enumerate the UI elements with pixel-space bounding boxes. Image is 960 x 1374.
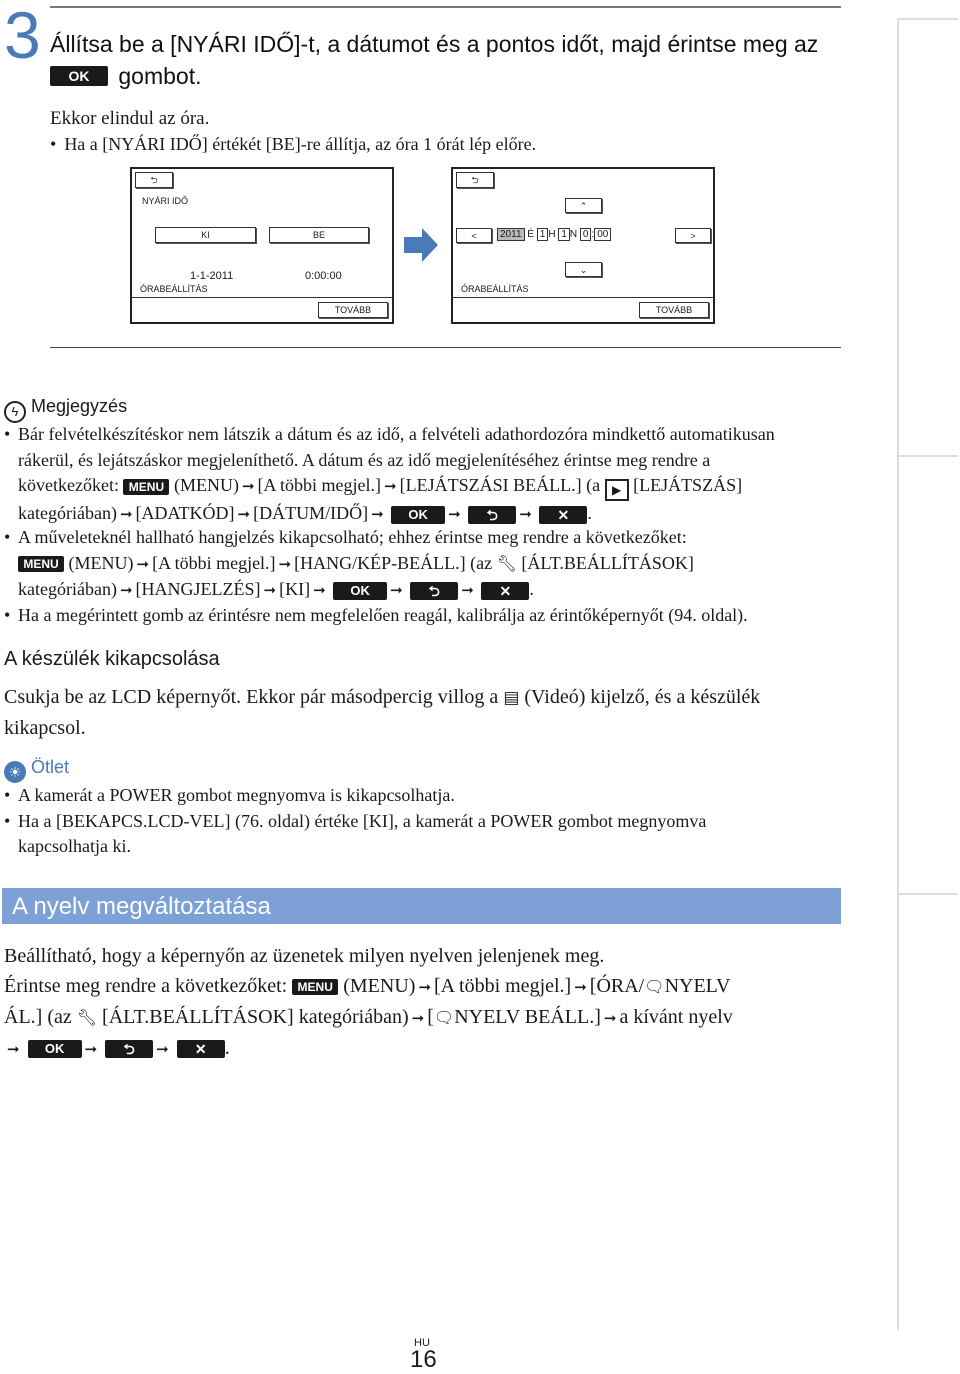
back-button-icon: ⮌ (105, 1040, 153, 1058)
video-mode-icon: ▤ (503, 688, 520, 708)
note-heading: ϟ Megjegyzés (4, 396, 127, 423)
language-text: Beállítható, hogy a képernyőn az üzenetek milyen nyelven jelenjenek meg. Érintse meg rendre a következőket: MENU (MENU) ➞ [A többi megjel.] ➞ [ÓRA/🗨︎NYELV ÁL.] (az 🔧︎ [ÁLT.BEÁLLÍTÁSOK] kategóriában) ➞ [🗨︎NYELV BEÁLL.] ➞ a kívánt nyelv ➞ OK ➞ ⮌ ➞ ✕ . (4, 945, 733, 1059)
note-bullet-2: • A műveleteknél hallható hangjelzés kikapcsolható; ehhez érintse meg rendre a következőket: MENU (MENU) ➞ [A többi megjel.] ➞ [HANG/KÉP-BEÁLL.] (az 🔧︎ [ÁLT.BEÁLLÍTÁSOK] kategóriában) ➞ [HANGJELZÉS] ➞ [KI] ➞ OK ➞ ⮌ ➞ ✕ . (4, 527, 694, 599)
step-number: 3 (4, 0, 41, 72)
lcd-screen-clock (451, 167, 715, 324)
step-line2: gombot. (118, 63, 202, 89)
top-rule (50, 6, 841, 8)
back-button-icon: ⮌ (410, 582, 458, 600)
menu-key-icon: MENU (292, 979, 338, 995)
note-bullet-3: • Ha a megérintett gomb az érintésre nem megfelelően reagál, kalibrálja az érintőképernyőt (94. oldal). (4, 605, 748, 625)
step-instruction (50, 28, 850, 92)
lightbulb-icon: ☀ (4, 761, 26, 783)
close-button-icon: ✕ (177, 1040, 225, 1058)
menu-key-icon: MENU (123, 479, 169, 495)
arrow-right-icon (404, 228, 438, 262)
next-button[interactable]: TOVÁBB (318, 302, 388, 318)
chevron-left-icon[interactable]: < (456, 228, 492, 243)
month-field[interactable]: 1 (537, 228, 549, 241)
wrench-icon: 🔧︎ (76, 1008, 98, 1027)
note-bullet-1: • Bár felvételkészítéskor nem látszik a dátum és az idő, a felvételi adathordozóra mindkettő automatikusan rákerül, és lejátszáskor megjeleníthető. A dátum és az idő megjelenítéséhez érintse meg rendre a következőket: MENU (MENU) ➞ [A többi megjel.] ➞ [LEJÁTSZÁSI BEÁLL.] (a ▶ [LEJÁTSZÁS] kategóriában) ➞ [ADATKÓD] ➞ [DÁTUM/IDŐ] ➞ OK ➞ ⮌ ➞ ✕ . (4, 424, 775, 523)
next-button[interactable]: TOVÁBB (639, 302, 709, 318)
close-button-icon: ✕ (539, 506, 587, 524)
side-tab-strip (897, 18, 960, 1330)
page-number: 16 (410, 1346, 437, 1373)
poweroff-heading: A készülék kikapcsolása (4, 648, 220, 670)
wrench-icon: 🔧︎ (496, 553, 517, 573)
step-sub-text: Ekkor elindul az óra. (50, 108, 210, 129)
note-lightning-icon: ϟ (4, 401, 26, 423)
ok-button-icon: OK (50, 66, 108, 86)
chevron-down-icon[interactable]: ⌄ (565, 262, 602, 277)
year-field[interactable]: 2011 (497, 228, 525, 241)
back-button[interactable]: ⮌ (456, 172, 494, 188)
ok-button-icon: OK (333, 582, 387, 600)
chevron-up-icon[interactable]: ⌃ (565, 198, 602, 213)
playback-icon: ▶ (605, 479, 629, 501)
tip-bullets: • A kamerát a POWER gombot megnyomva is kikapcsolhatja. • Ha a [BEKAPCS.LCD-VEL] (76. oldal) értéke [KI], a kamerát a POWER gombot megnyomva kapcsolhatja ki. (4, 785, 707, 856)
side-tab-divider (898, 18, 958, 20)
screen-time: 0:00:00 (305, 270, 342, 282)
step-line1: Állítsa be a [NYÁRI IDŐ]-t, a dátumot és a pontos időt, majd érintse meg az (50, 31, 819, 57)
tip-heading: ☀ Ötlet (4, 757, 69, 783)
option-off-button[interactable]: KI (155, 227, 256, 243)
menu-key-icon: MENU (18, 556, 64, 572)
screen-footer-label: ÓRABEÁLLÍTÁS (140, 284, 208, 294)
back-button-icon: ⮌ (468, 506, 516, 524)
back-button[interactable]: ⮌ (135, 172, 173, 188)
section-divider (50, 347, 841, 348)
step-bullet: • Ha a [NYÁRI IDŐ] értékét [BE]-re állítja, az óra 1 órát lép előre. (50, 134, 537, 154)
screen-title: NYÁRI IDŐ (142, 196, 189, 206)
minute-field[interactable]: 00 (594, 228, 611, 241)
side-tab-divider (898, 893, 958, 895)
hour-field[interactable]: 0 (580, 228, 592, 241)
screen-footer-label: ÓRABEÁLLÍTÁS (461, 284, 529, 294)
poweroff-text: Csukja be az LCD képernyőt. Ekkor pár másodpercig villog a ▤ (Videó) kijelző, és a készülék kikapcsol. (4, 686, 761, 739)
language-code: HU (414, 1337, 430, 1349)
day-field[interactable]: 1 (558, 228, 570, 241)
ok-button-icon: OK (391, 506, 445, 524)
ok-button-icon: OK (28, 1040, 82, 1058)
chevron-right-icon[interactable]: > (675, 228, 711, 243)
close-button-icon: ✕ (481, 582, 529, 600)
option-on-button[interactable]: BE (269, 227, 369, 243)
lcd-screen-summertime (130, 167, 394, 324)
date-time-fields: 2011 É 1 H 1 N 0 : 00 (497, 228, 611, 241)
language-heading: A nyelv megváltoztatása (12, 893, 271, 920)
screen-date: 1-1-2011 (190, 270, 234, 282)
language-icon: 🗨︎ (644, 977, 665, 996)
language-icon: 🗨︎ (433, 1008, 455, 1027)
side-tab-divider (898, 455, 958, 457)
